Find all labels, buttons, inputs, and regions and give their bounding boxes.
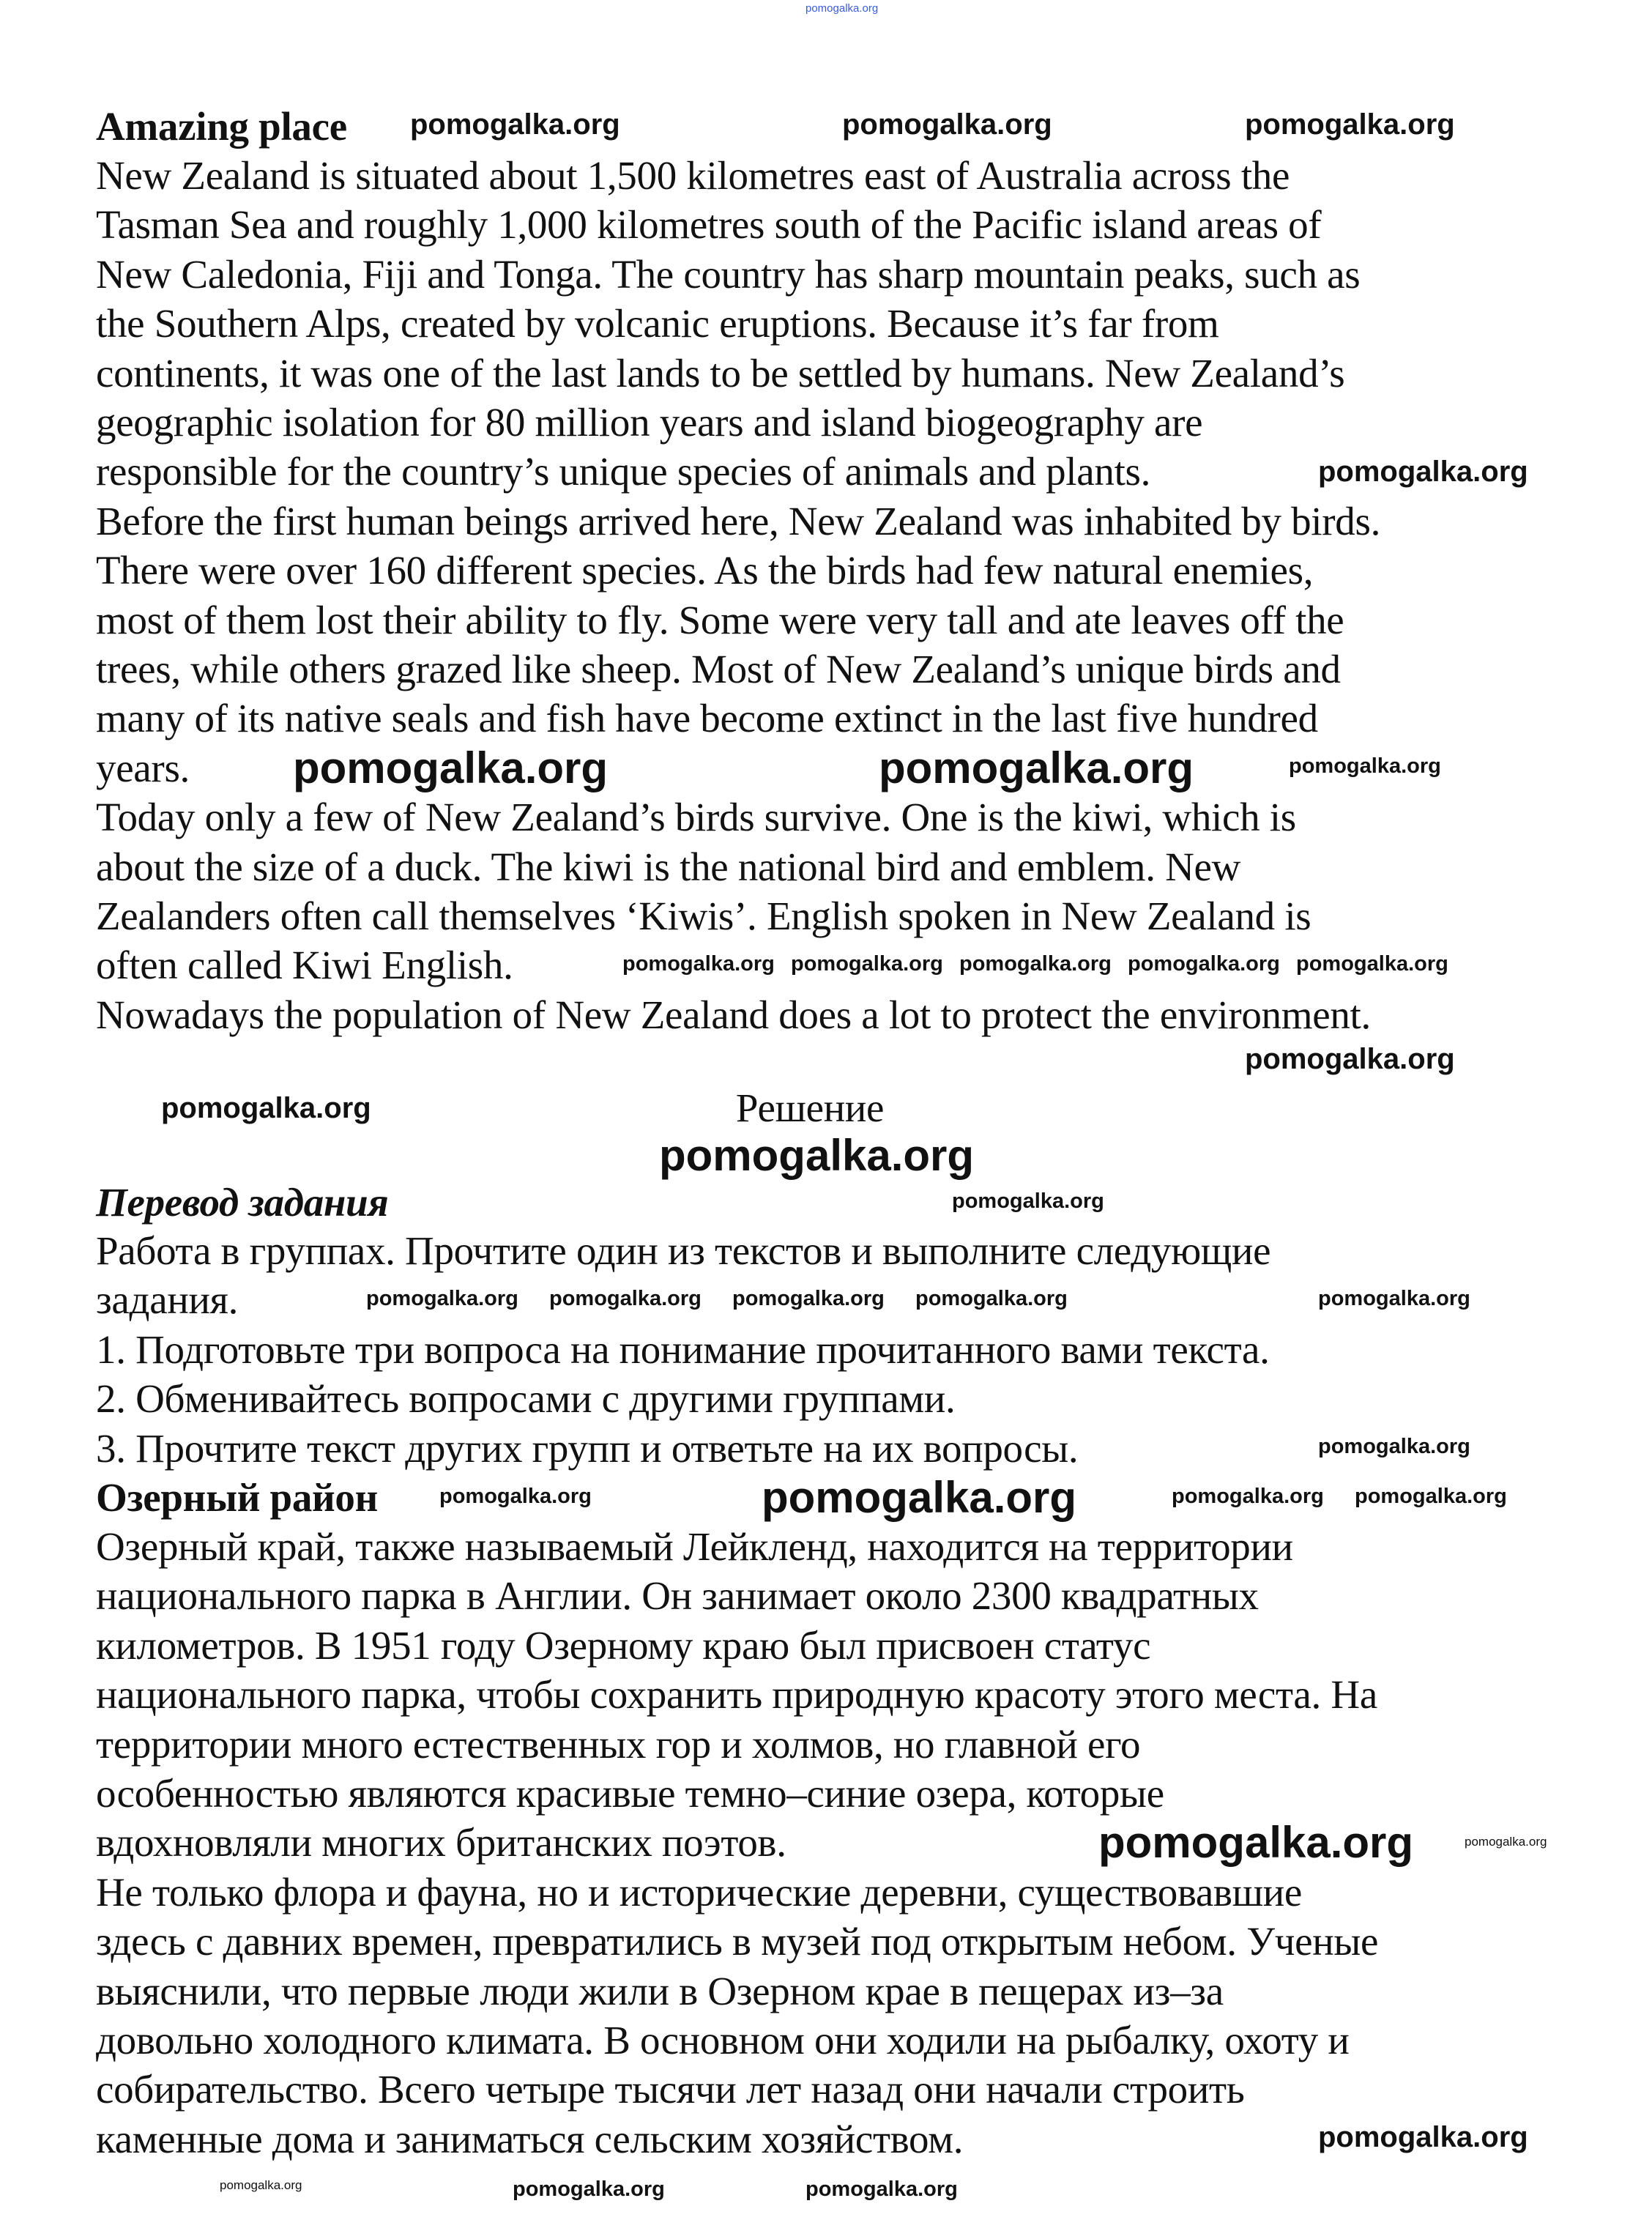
watermark: pomogalka.org	[1296, 952, 1448, 976]
text-line: Не только флора и фауна, но и исторические деревни, существовавшие	[96, 1869, 1302, 1915]
text-line: территории много естественных гор и холмов, но главной его	[96, 1721, 1141, 1767]
text-line: Nowadays the population of New Zealand does a lot to protect the environment.	[96, 992, 1371, 1037]
watermark: pomogalka.org	[1098, 1818, 1414, 1867]
text-line: trees, while others grazed like sheep. Most of New Zealand’s unique birds and	[96, 647, 1341, 691]
text-line: the Southern Alps, created by volcanic eruptions. Because it’s far from	[96, 301, 1219, 346]
watermark: pomogalka.org	[366, 1287, 518, 1310]
text-line: довольно холодного климата. В основном они ходили на рыбалку, охоту и	[96, 2018, 1350, 2062]
text-line: Tasman Sea and roughly 1,000 kilometres south of the Pacific island areas of	[96, 202, 1322, 248]
text-line: задания.	[96, 1277, 239, 1323]
watermark: pomogalka.org	[161, 1092, 371, 1124]
watermark: pomogalka.org	[915, 1287, 1068, 1310]
text-line: национального парка, чтобы сохранить природную красоту этого места. На	[96, 1672, 1377, 1718]
watermark: pomogalka.org	[1245, 1043, 1455, 1075]
text-line: years.	[96, 745, 190, 790]
watermark: pomogalka.org	[762, 1473, 1077, 1522]
watermark: pomogalka.org	[659, 1131, 975, 1180]
watermark: pomogalka.org	[805, 2177, 958, 2201]
translation-heading: Перевод задания	[96, 1180, 389, 1225]
watermark: pomogalka.org	[439, 1485, 592, 1508]
text-line: New Caledonia, Fiji and Tonga. The country has sharp mountain peaks, such as	[96, 251, 1361, 297]
watermark: pomogalka.org	[842, 108, 1052, 141]
watermark: pomogalka.org	[1172, 1485, 1324, 1508]
text-line: most of them lost their ability to fly. Some were very tall and ate leaves off the	[96, 597, 1344, 642]
text-line: километров. В 1951 году Озерному краю был присвоен статус	[96, 1622, 1151, 1668]
text-line: often called Kiwi English.	[96, 943, 513, 988]
watermark: pomogalka.org	[513, 2177, 665, 2201]
text-line: responsible for the country’s unique species of animals and plants.	[96, 449, 1151, 494]
watermark: pomogalka.org	[1245, 108, 1455, 141]
watermark: pomogalka.org	[952, 1189, 1104, 1213]
text-line: здесь с давних времен, превратились в музей под открытым небом. Ученые	[96, 1919, 1379, 1964]
lake-district-heading: Озерный район	[96, 1475, 379, 1520]
watermark: pomogalka.org	[549, 1287, 702, 1310]
text-line: continents, it was one of the last lands to be settled by humans. New Zealand’s	[96, 350, 1345, 396]
watermark: pomogalka.org	[791, 952, 943, 976]
text-line: Before the first human beings arrived here, New Zealand was inhabited by birds.	[96, 498, 1381, 543]
text-line: 3. Прочтите текст других групп и ответьте на их вопросы.	[96, 1425, 1079, 1471]
watermark: pomogalka.org	[1318, 2121, 1528, 2153]
watermark: pomogalka.org	[1289, 754, 1441, 778]
watermark: pomogalka.org	[732, 1287, 885, 1310]
watermark: pomogalka.org	[293, 743, 609, 792]
text-line: Работа в группах. Прочтите один из текстов и выполните следующие	[96, 1228, 1271, 1273]
watermark: pomogalka.org	[410, 108, 620, 141]
watermark: pomogalka.org	[879, 743, 1194, 792]
watermark: pomogalka.org	[1128, 952, 1280, 976]
text-line: 1. Подготовьте три вопроса на понимание прочитанного вами текста.	[96, 1326, 1270, 1372]
watermark: pomogalka.org	[622, 952, 775, 976]
watermark: pomogalka.org	[1355, 1485, 1507, 1508]
text-line: собирательство. Всего четыре тысячи лет назад они начали строить	[96, 2067, 1245, 2112]
watermark: pomogalka.org	[1465, 1835, 1547, 1849]
text-line: There were over 160 different species. As the birds had few natural enemies,	[96, 548, 1314, 593]
watermark: pomogalka.org	[1318, 1435, 1470, 1458]
watermark: pomogalka.org	[220, 2178, 302, 2192]
watermark: pomogalka.org	[1318, 456, 1528, 488]
watermark: pomogalka.org	[959, 952, 1112, 976]
text-line: Zealanders often call themselves ‘Kiwis’. English spoken in New Zealand is	[96, 894, 1311, 938]
watermark: pomogalka.org	[805, 2, 879, 15]
text-line: выяснили, что первые люди жили в Озерном крае в пещерах из–за	[96, 1968, 1224, 2013]
text-line: Today only a few of New Zealand’s birds survive. One is the kiwi, which is	[96, 795, 1296, 840]
text-line: New Zealand is situated about 1,500 kilometres east of Australia across the	[96, 153, 1290, 198]
text-line: geographic isolation for 80 million years and island biogeography are	[96, 400, 1203, 445]
text-line: many of its native seals and fish have become extinct in the last five hundred	[96, 696, 1318, 741]
text-line: вдохновляли многих британских поэтов.	[96, 1820, 786, 1865]
text-line: особенностью являются красивые темно–синие озера, которые	[96, 1771, 1164, 1816]
text-line: 2. Обменивайтесь вопросами с другими группами.	[96, 1376, 956, 1422]
text-line: национального парка в Англии. Он занимает около 2300 квадратных	[96, 1573, 1259, 1619]
text-line: about the size of a duck. The kiwi is the national bird and emblem. New	[96, 844, 1241, 889]
watermark: pomogalka.org	[1318, 1287, 1470, 1310]
english-title: Amazing place	[96, 104, 347, 149]
text-line: Озерный край, также называемый Лейкленд, находится на территории	[96, 1524, 1293, 1569]
solution-label: Решение	[735, 1085, 885, 1130]
text-line: каменные дома и заниматься сельским хозяйством.	[96, 2116, 964, 2161]
